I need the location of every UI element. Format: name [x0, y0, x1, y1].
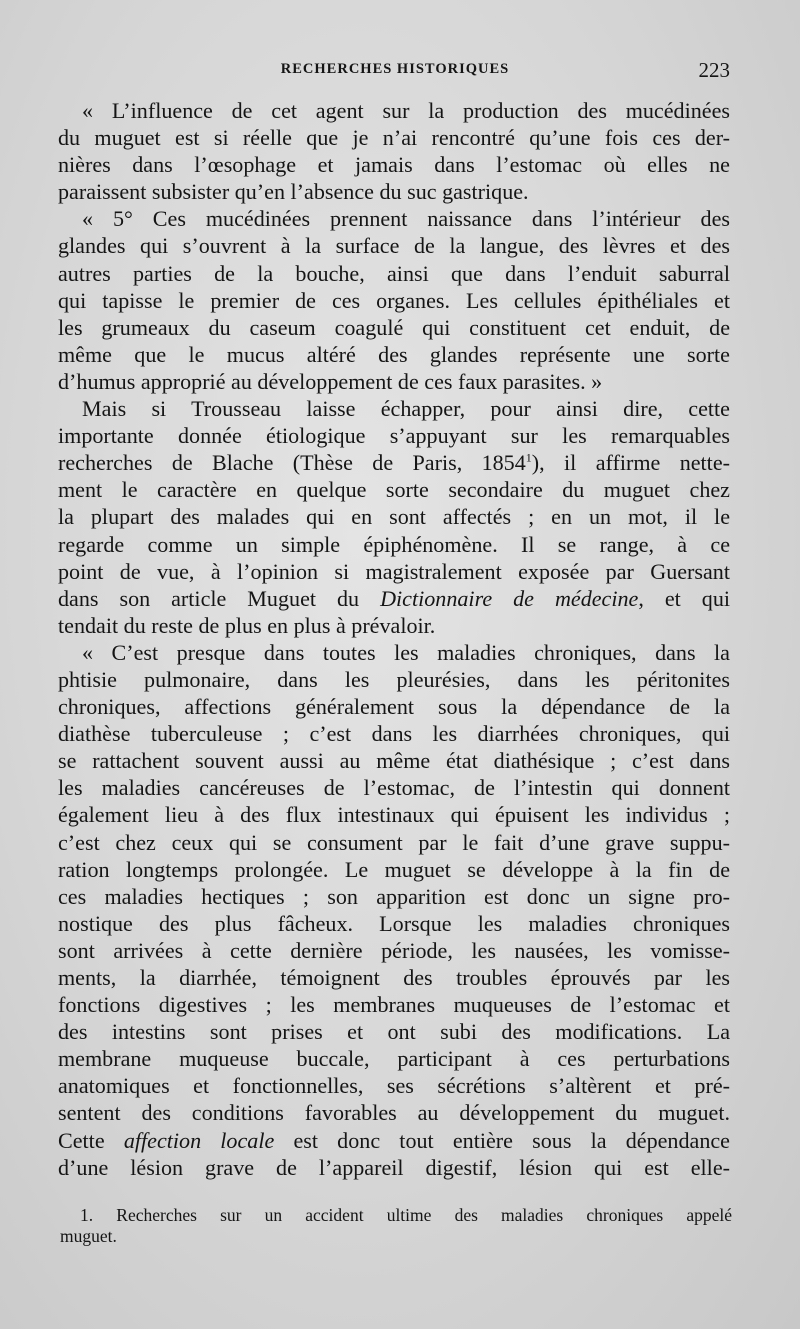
footnote [60, 1205, 732, 1247]
text-segment: ), il affirme nette- [531, 450, 730, 476]
text-segment: , et qui [638, 585, 730, 611]
text-line: phtisie pulmonaire, dans les pleurésies, dans les péritonites [58, 666, 730, 692]
text-line: Mais si Trousseau laisse échapper, pour ainsi dire, cette [82, 396, 730, 422]
text-line: regarde comme un simple épiphénomène. Il se range, à ce [58, 531, 730, 557]
italic-phrase: affection locale [123, 1127, 275, 1153]
text-segment: est donc tout entière sous la dépendance [274, 1127, 730, 1153]
text-line: les maladies cancéreuses de l’estomac, de l’intestin qui donnent [58, 775, 730, 801]
footnote-line: muguet. [60, 1226, 117, 1246]
italic-title: Dictionnaire de médecine [380, 585, 639, 611]
running-title: RECHERCHES HISTORIQUES [280, 61, 510, 77]
text-line-with-footnote-ref [58, 449, 730, 476]
text-line: autres parties de la bouche, ainsi que dans l’enduit saburral [58, 260, 730, 286]
running-head [60, 58, 730, 82]
text-line: importante donnée étiologique s’appuyant sur les remarquables [58, 423, 730, 449]
page-number: 223 [698, 58, 730, 82]
text-line: c’est chez ceux qui se consument par le fait d’une grave suppu- [58, 829, 730, 855]
text-line: « C’est presque dans toutes les maladies chroniques, dans la [82, 639, 730, 665]
text-segment: recherches de Blache (Thèse de Paris, 1854 [58, 450, 526, 476]
text-line: d’humus approprié au développement de ces faux parasites. » [58, 368, 603, 394]
text-line: ment le caractère en quelque sorte secondaire du muguet chez [58, 477, 730, 503]
text-line: membrane muqueuse buccale, participant à ces perturbations [58, 1046, 730, 1072]
text-line: également lieu à des flux intestinaux qui épuisent les individus ; [58, 802, 730, 828]
text-line: paraissent subsister qu’en l’absence du suc gastrique. [58, 179, 529, 205]
text-line: diathèse tuberculeuse ; c’est dans les diarrhées chroniques, qui [58, 721, 730, 747]
text-line: même que le mucus altéré des glandes représente une sorte [58, 341, 730, 367]
text-line: ments, la diarrhée, témoignent des troubles éprouvés par les [58, 965, 730, 990]
footnote-text: Recherches sur un accident ultime des maladies chroniques appelé [93, 1205, 732, 1225]
text-line: tendait du reste de plus en plus à prévaloir. [58, 612, 436, 638]
text-line: glandes qui s’ouvrent à la surface de la langue, des lèvres et des [58, 233, 730, 259]
footnote-marker: 1. [80, 1205, 94, 1225]
text-line: nostique des plus fâcheux. Lorsque les maladies chroniques [58, 910, 730, 936]
text-line: « 5° Ces mucédinées prennent naissance dans l’intérieur des [82, 206, 730, 232]
text-line: qui tapisse le premier de ces organes. Les cellules épithéliales et [58, 287, 730, 313]
text-line: d’une lésion grave de l’appareil digestif, lésion qui est elle- [58, 1154, 730, 1180]
text-line-with-italic [58, 1127, 730, 1154]
text-line: les grumeaux du caseum coagulé qui constituent cet enduit, de [58, 314, 730, 340]
text-line: ration longtemps prolongée. Le muguet se développe à la fin de [58, 856, 730, 882]
footnote-line [60, 1205, 732, 1226]
text-segment: dans son article Muguet du [58, 585, 381, 611]
text-line: chroniques, affections généralement sous la dépendance de la [58, 694, 730, 720]
text-line: la plupart des malades qui en sont affectés ; en un mot, il le [58, 504, 730, 530]
text-line: point de vue, à l’opinion si magistralement exposée par Guersant [58, 558, 730, 584]
text-line: « L’influence de cet agent sur la production des mucédinées [82, 98, 730, 123]
text-line: du muguet est si réelle que je n’ai rencontré qu’une fois ces der- [58, 125, 730, 151]
body-text [58, 97, 730, 1181]
text-segment: Cette [58, 1127, 124, 1153]
text-line: anatomiques et fonctionnelles, ses sécrétions s’altèrent et pré- [58, 1073, 730, 1099]
text-line: se rattachent souvent aussi au même état diathésique ; c’est dans [58, 748, 730, 774]
text-line: fonctions digestives ; les membranes muqueuses de l’estomac et [58, 992, 730, 1018]
text-line: ces maladies hectiques ; son apparition est donc un signe pro- [58, 883, 730, 909]
text-line: sentent des conditions favorables au développement du muguet. [58, 1100, 730, 1126]
text-line: des intestins sont prises et ont subi des modifications. La [58, 1019, 730, 1045]
footnote-reference: 1 [525, 450, 532, 465]
text-line: sont arrivées à cette dernière période, les nausées, les vomisse- [58, 937, 730, 963]
text-line-with-italic [58, 585, 730, 612]
text-line: nières dans l’œsophage et jamais dans l’estomac où elles ne [58, 152, 730, 178]
